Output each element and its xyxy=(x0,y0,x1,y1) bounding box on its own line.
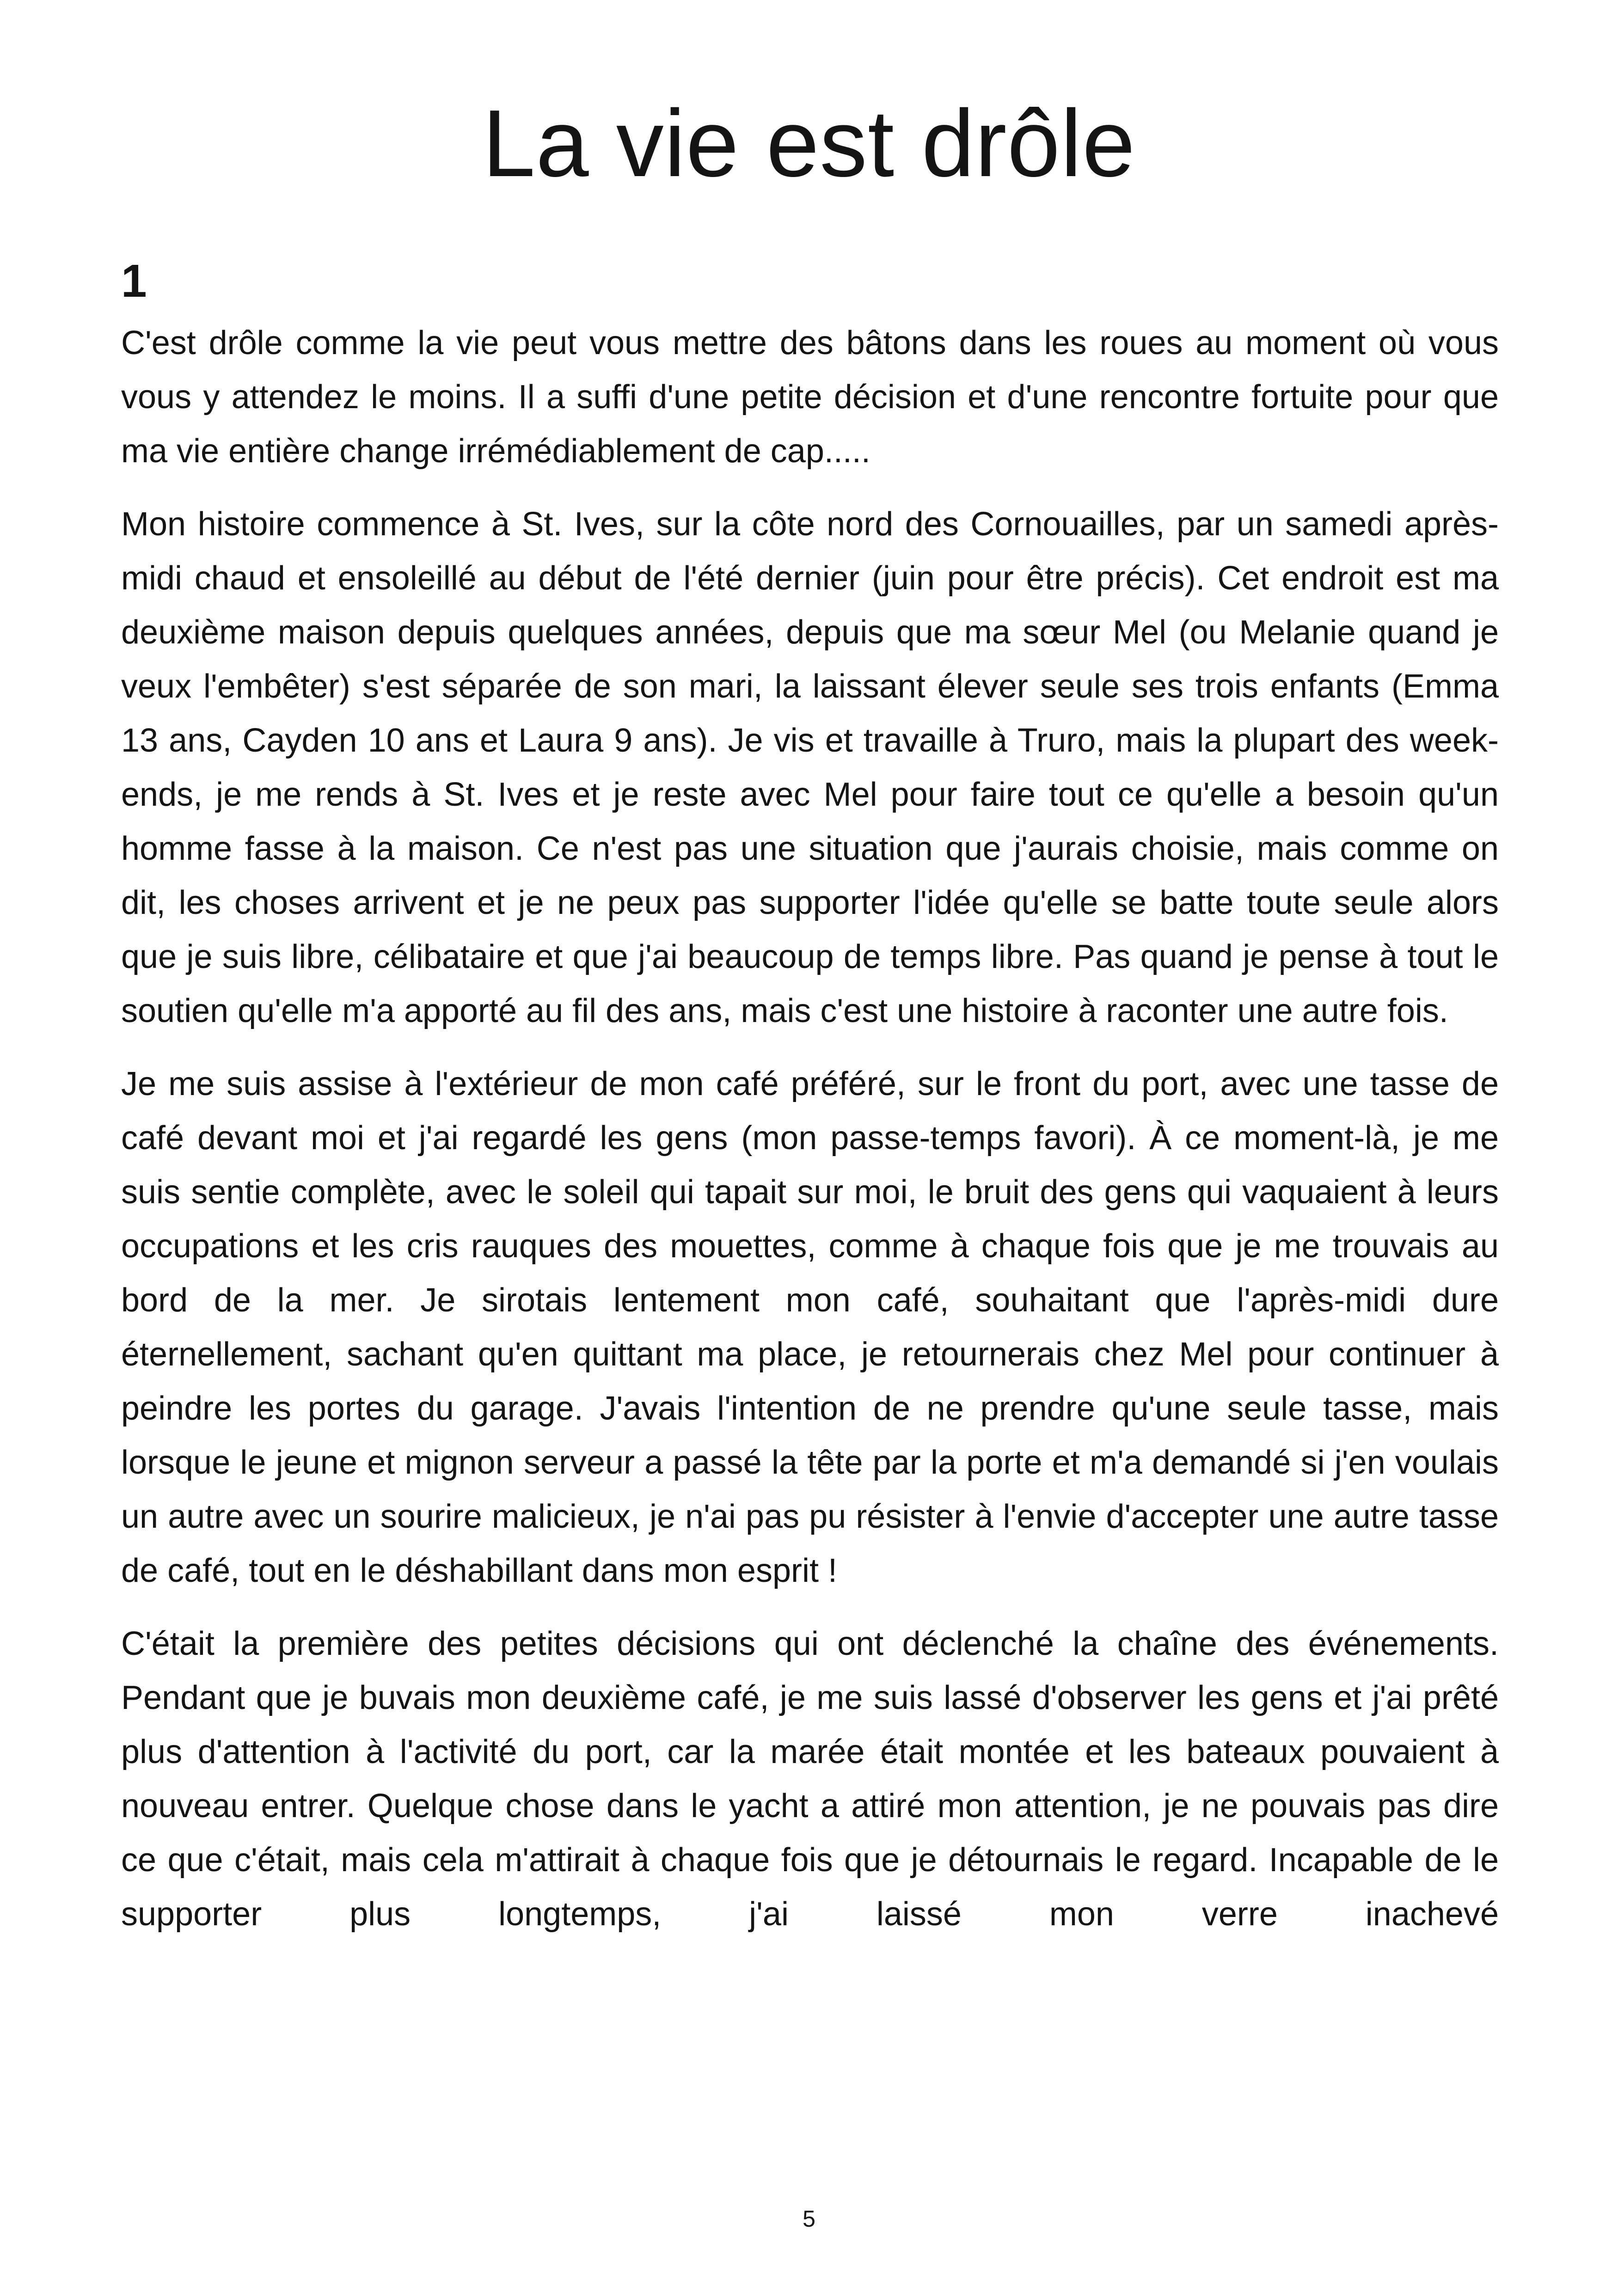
paragraph-1: C'est drôle comme la vie peut vous mettre des bâtons dans les roues au moment où vous vous y attendez le moins. Il a suffi d'une petite décision et d'une rencontre fortuite pour que ma vie entière change irrémédiablement de cap..... xyxy=(121,325,1499,470)
document-title: La vie est drôle xyxy=(482,90,1136,196)
body-text xyxy=(121,316,1499,1941)
paragraph-3: Je me suis assise à l'extérieur de mon café préféré, sur le front du port, avec une tasse de café devant moi et j'ai regardé les gens (mon passe-temps favori). À ce moment-là, je me suis sentie complète, avec le soleil qui tapait sur moi, le bruit des gens qui vaquaient à leurs occupations et les cris rauques des mouettes, comme à chaque fois que je me trouvais au bord de la mer. Je sirotais lentement mon café, souhaitant que l'après-midi dure éternellement, sachant qu'en quittant ma place, je retournerais chez Mel pour continuer à peindre les portes du garage. J'avais l'intention de ne prendre qu'une seule tasse, mais lorsque le jeune et mignon serveur a passé la tête par la porte et m'a demandé si j'en voulais un autre avec un sourire malicieux, je n'ai pas pu résister à l'envie d'accepter une autre tasse de café, tout en le déshabillant dans mon esprit ! xyxy=(121,1065,1499,1589)
paragraph-2: Mon histoire commence à St. Ives, sur la côte nord des Cornouailles, par un samedi après-midi chaud et ensoleillé au début de l'été dernier (juin pour être précis). Cet endroit est ma deuxième maison depuis quelques années, depuis que ma sœur Mel (ou Melanie quand je veux l'embêter) s'est séparée de son mari, la laissant élever seule ses trois enfants (Emma 13 ans, Cayden 10 ans et Laura 9 ans). Je vis et travaille à Truro, mais la plupart des week-ends, je me rends à St. Ives et je reste avec Mel pour faire tout ce qu'elle a besoin qu'un homme fasse à la maison. Ce n'est pas une situation que j'aurais choisie, mais comme on dit, les choses arrivent et je ne peux pas supporter l'idée qu'elle se batte toute seule alors que je suis libre, célibataire et que j'ai beaucoup de temps libre. Pas quand je pense à tout le soutien qu'elle m'a apporté au fil des ans, mais c'est une histoire à raconter une autre fois. xyxy=(121,506,1499,1029)
page-number: 5 xyxy=(803,2206,815,2232)
paragraph-4: C'était la première des petites décisions qui ont déclenché la chaîne des événements. Pendant que je buvais mon deuxième café, je me suis lassé d'observer les gens et j'ai prêté plus d'attention à l'activité du port, car la marée était montée et les bateaux pouvaient à nouveau entrer. Quelque chose dans le yacht a attiré mon attention, je ne pouvais pas dire ce que c'était, mais cela m'attirait à chaque fois que je détournais le regard. Incapable de le supporter plus longtemps, j'ai laissé mon verre inachevé xyxy=(121,1625,1499,1933)
chapter-number: 1 xyxy=(121,255,147,307)
